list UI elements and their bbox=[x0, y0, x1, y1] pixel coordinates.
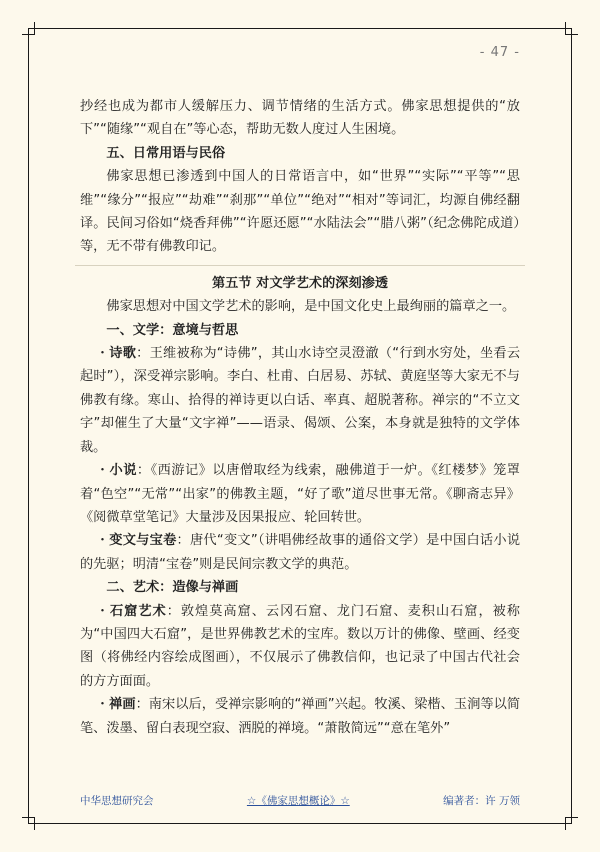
bullet-text: ：王维被称为“诗佛”，其山水诗空灵澄澈（“行到水穷处，坐看云起时”），深受禅宗影响。李白、杜甫、白居易、苏轼、黄庭坚等大家无不与佛教有缘。寒山、拾得的禅诗更以白话、率真、超脱著称。禅宗的“不立文字”却催生了大量“文字禅”——语录、偈颂、公案，本身就是独特的文学体裁。 bbox=[80, 346, 521, 455]
bullet-mark: ・ bbox=[95, 463, 110, 479]
bullet-mark: ・ bbox=[95, 697, 110, 713]
paragraph: 抄经也成为都市人缓解压力、调节情绪的生活方式。佛家思想提供的“放下”“随缘”“观自在”等心态，帮助无数人度过人生困境。 bbox=[80, 99, 520, 138]
bullet-mark: ・ bbox=[95, 603, 110, 619]
page-footer bbox=[80, 793, 520, 808]
bullet-mark: ・ bbox=[95, 533, 110, 549]
subheading: 五、日常用语与民俗 bbox=[106, 145, 226, 161]
footer-author: 编著者：许 万领 bbox=[443, 795, 520, 807]
corner-mark bbox=[565, 817, 578, 830]
bullet-item-poetry bbox=[80, 342, 520, 459]
bullet-item-novel bbox=[80, 459, 520, 529]
bullet-item-bianwen bbox=[80, 529, 520, 576]
page-content bbox=[80, 95, 520, 740]
bullet-text: ：敦煌莫高窟、云冈石窟、龙门石窟、麦积山石窟，被称为“中国四大石窟”，是世界佛教艺术的宝库。数以万计的佛像、壁画、经变图（将佛经内容绘成图画），不仅展示了佛教信仰，也记录了中国古代社会的方方面面。 bbox=[80, 603, 520, 689]
corner-mark bbox=[22, 817, 35, 830]
corner-mark bbox=[565, 22, 578, 35]
bullet-label: 禅画 bbox=[109, 697, 136, 713]
corner-mark bbox=[22, 22, 35, 35]
bullet-label: 小说 bbox=[109, 463, 137, 479]
section-divider bbox=[75, 265, 525, 266]
section-title: 第五节 对文学艺术的深刻渗透 bbox=[211, 275, 389, 291]
bullet-label: 变文与宝卷 bbox=[109, 533, 177, 549]
bullet-text: ：唐代“变文”（讲唱佛经故事的通俗文学）是中国白话小说的先驱；明清“宝卷”则是民间宗教文学的典范。 bbox=[80, 533, 521, 572]
footer-book-title: ☆《佛家思想概论》☆ bbox=[246, 795, 350, 807]
subheading: 一、文学：意境与哲思 bbox=[106, 322, 239, 338]
bullet-label: 诗歌 bbox=[109, 346, 137, 362]
bullet-item-zen bbox=[80, 693, 520, 740]
bullet-label: 石窟艺术 bbox=[110, 603, 167, 619]
bullet-item-grotto bbox=[80, 600, 520, 694]
bullet-text: ：南宋以后，受禅宗影响的“禅画”兴起。牧溪、梁楷、玉涧等以简笔、泼墨、留白表现空寂、洒脱的禅境。“萧散简远”“意在笔外” bbox=[80, 697, 521, 736]
subheading: 二、艺术：造像与禅画 bbox=[106, 580, 239, 596]
page-number: - 47 - bbox=[479, 45, 520, 60]
paragraph: 佛家思想对中国文学艺术的影响，是中国文化史上最绚丽的篇章之一。 bbox=[106, 299, 516, 315]
bullet-text: ：《西游记》以唐僧取经为线索，融佛道于一炉。《红楼梦》笼罩着“色空”“无常”“出家”的佛教主题，“好了歌”道尽世事无常。《聊斋志异》《阅微草堂笔记》大量涉及因果报应、轮回转世。 bbox=[80, 463, 520, 525]
bullet-mark: ・ bbox=[95, 346, 110, 362]
footer-org: 中华思想研究会 bbox=[80, 795, 154, 807]
paragraph: 佛家思想已渗透到中国人的日常语言中，如“世界”“实际”“平等”“思维”“缘分”“报应”“劫难”“刹那”“单位”“绝对”“相对”等词汇，均源自佛经翻译。民间习俗如“烧香拜佛”“许愿还愿”“水陆法会”“腊八粥”（纪念佛陀成道）等，无不带有佛教印记。 bbox=[80, 169, 520, 255]
